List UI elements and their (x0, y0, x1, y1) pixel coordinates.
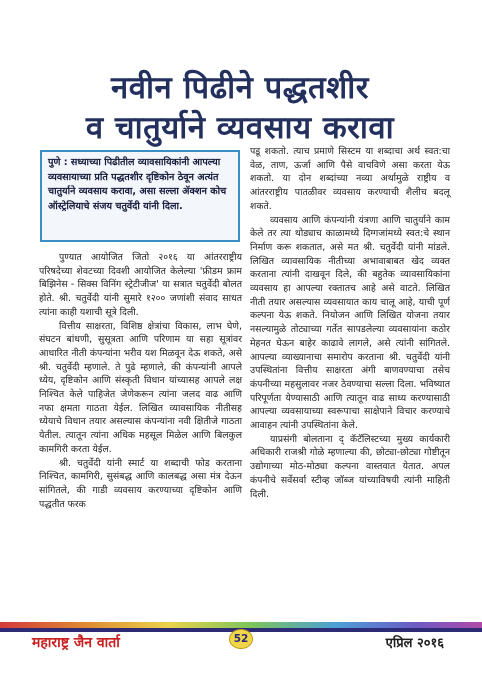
headline (40, 68, 440, 148)
headline-line-2: व चातुर्याने व्यवसाय करावा (85, 110, 395, 146)
paragraph: पुण्यात आयोजित जितो २०१६ या आंतरराष्ट्रीय परिषदेच्या शेवटच्या दिवशी आयोजित केलेल्या 'फ्रीडम फ्राम बिझिनेस - सिक्स विनिंग स्ट्रेटीजीज' या सत्रात चतुर्वेदी बोलत होते. श्री. चतुर्वेदी यांनी सुमारे १२०० जणांशी संवाद साधत त्यांना काही यशाची सूत्रे दिली. (39, 252, 242, 318)
paragraph: व्यवसाय आणि कंपन्यांनी यंत्रणा आणि चातुर्याने काम केले तर त्या थोड्याच काळामध्ये दिग्गजांमध्ये स्वत:चे स्थान निर्माण करू शकतात, असे मत श्री. चतुर्वेदी यांनी मांडले. लिखित व्यावसायिक नीतीच्या अभावाबाबत खेद व्यक्त करताना त्यांनी दाखवून दिले, की बहुतेक व्यावसायिकांना व्यवसाय हा आपल्या रक्तातच आहे असे वाटते. लिखित नीती तयार असल्यास व्यवसायात काय चालू आहे, याची पूर्ण कल्पना येऊ शकते. नियोजन आणि लिखित योजना तयार नसल्यामुळे तोट्याच्या गर्तेत सापडलेल्या व्यवसायांना कठोर मेहनत घेऊन बाहेर काढावे लागले, असे त्यांनी सांगितले. आपल्या व्याख्यानाचा समारोप करताना श्री. चतुर्वेदी यांनी उपस्थितांना वित्तीय साक्षरता अंगी बाणवण्याचा तसेच कंपनीच्या महसुलावर नजर ठेवण्याचा सल्ला दिला. भविष्यात परिपूर्णता येण्यासाठी आणि त्यातून वाढ साध्य करण्यासाठी आपल्या व्यवसायाच्या स्वरूपाचा साक्षेपाने विचार करण्याचे आवाहन त्यांनी उपस्थितांना केले. (250, 214, 450, 432)
right-column (250, 145, 450, 501)
headline-line-1: नवीन पिढीने पद्धतशीर (111, 70, 369, 106)
left-column (39, 251, 242, 511)
paragraph: पडू शकतो. त्याच प्रमाणे सिस्टम या शब्दाचा अर्थ स्वत:चा वेळ, ताण, ऊर्जा आणि पैसे वाचविणे असा करता येऊ शकतो. या दोन शब्दांच्या नव्या अर्थामुळे राष्ट्रीय व आंतरराष्ट्रीय पातळीवर व्यवसाय करण्याची शैलीच बदलू शकते. (250, 146, 450, 212)
paragraph: वित्तीय साक्षरता, विशिष्ठ क्षेत्रांचा विकास, लाभ घेणे, संघटन बांधणी, सुसूत्रता आणि परिणाम या सहा सूत्रांवर आधारित नीती कंपन्यांना भरीव यश मिळवून देऊ शकते, असे श्री. चतुर्वेदी म्हणाले. ते पुढे म्हणाले, की कंपन्यांनी आपले ध्येय, दृष्टिकोन आणि संस्कृती विधान यांच्यासह आपले लक्ष निश्चित केले पाहिजेत जेणेकरून त्यांना जलद वाढ आणि नफा क्षमता गाठता येईल. लिखित व्यावसायिक नीतीसह ध्येयाचे विधान तयार असल्यास कंपन्यांना नवी क्षितीजे गाठता येतील. त्यातून त्यांना अधिक महसूल मिळेल आणि बिलकुल कामगिरी करता येईल. (39, 320, 242, 455)
lead-text: पुणे : सध्याच्या पिढीतील व्यावसायिकांनी आपल्या व्यवसायाच्या प्रति पद्धतशीर दृष्टिकोन ठेवून अत्यंत चातुर्याने व्यवसाय करावा, असा सल्ला ॲक्शन कोच ऑस्ट्रेलियाचे संजय चतुर्वेदी यांनी दिला. (48, 157, 227, 212)
page-number: 52 (229, 629, 253, 649)
paragraph: याप्रसंगी बोलताना द् कॅटॅलिस्टच्या मुख्य कार्यकारी अधिकारी राजश्री गोळे म्हणाल्या की, छोट्या-छोट्या गोष्टीतून उद्योगाच्या मोठ-मोठ्या कल्पना वास्तवात येतात. अपल कंपनीचे सर्वेसर्वा स्टीव्ह जॉब्ज यांच्याविषयी त्यांनी माहिती दिली. (250, 433, 450, 500)
lead-box (40, 150, 240, 242)
publication-name: महाराष्ट्र जैन वार्ता (32, 635, 120, 651)
paragraph: श्री. चतुर्वेदी यांनी स्मार्ट या शब्दाची फोड करताना निश्चित, कामगिरी, सुसंबद्ध आणि कालबद्ध असा मंत्र देऊन सांगितले, की गाडी व्यवसाय करण्याच्या दृष्टिकोन आणि पद्धतीत फरक (39, 457, 242, 510)
issue-date: एप्रिल २०१६ (385, 636, 444, 651)
